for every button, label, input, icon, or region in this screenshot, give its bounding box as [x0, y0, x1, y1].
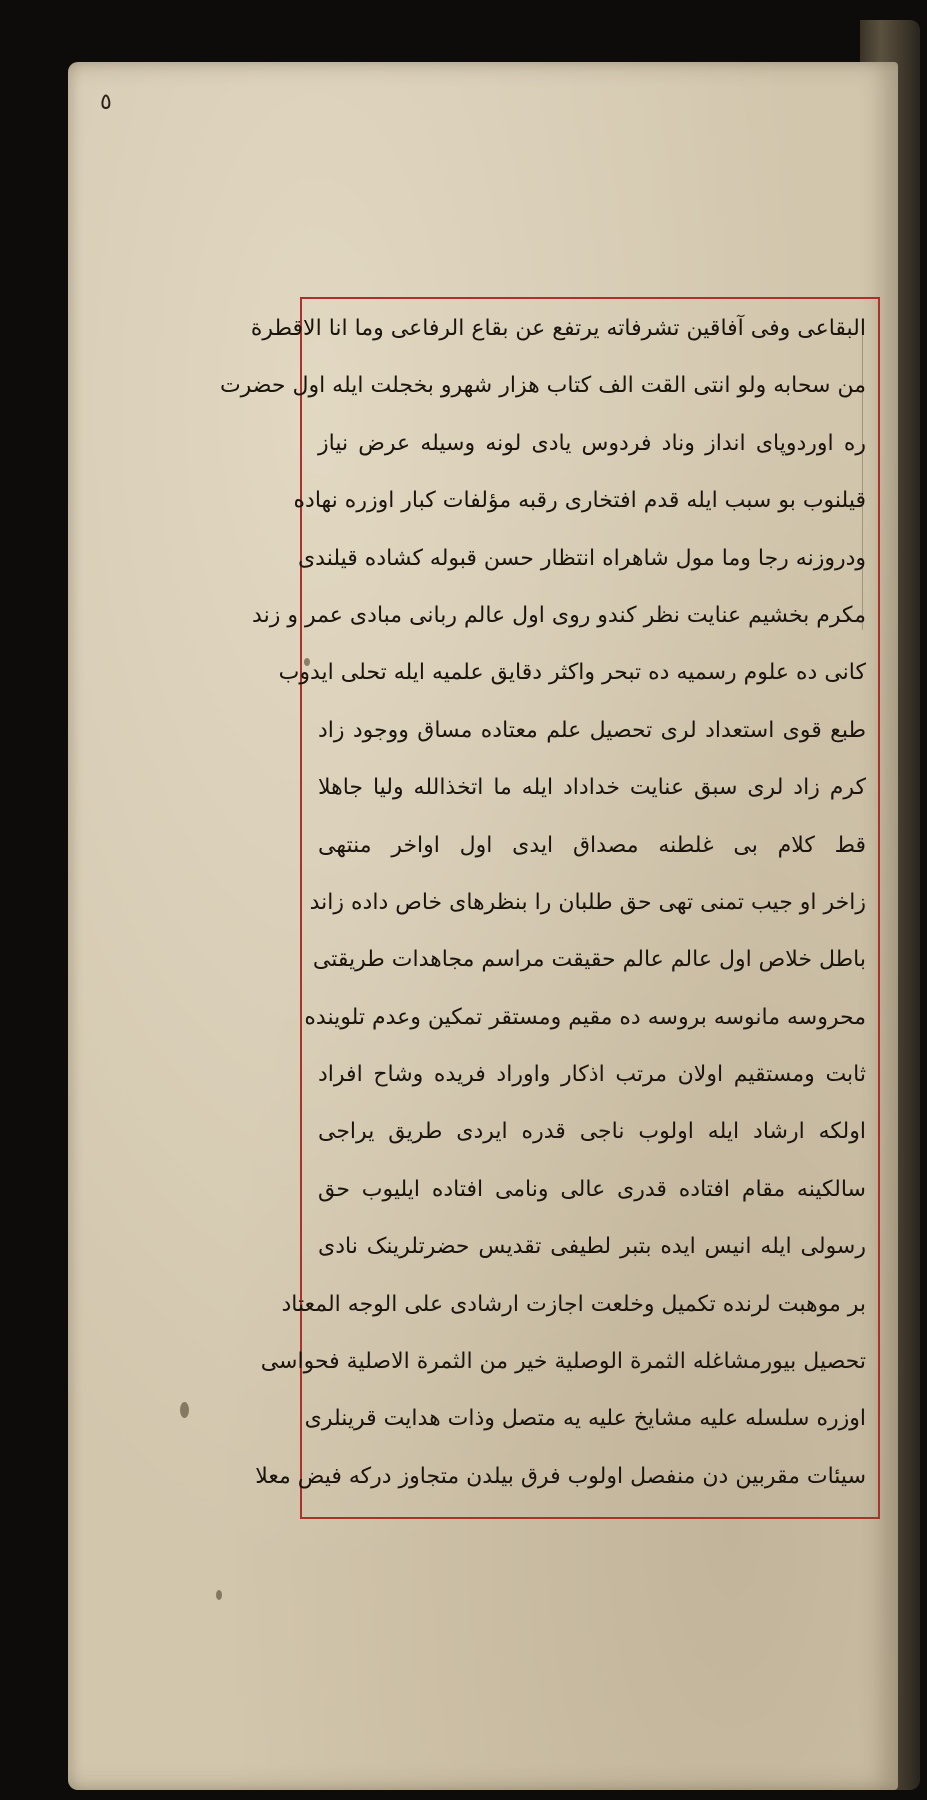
text-line: باطل خلاص اول عالم عالم حقیقت مراسم مجاهدات طریقتی	[312, 947, 866, 973]
text-line: سیئات مقربین دن منفصل اولوب فرق بیلدن متجاوز درکه فیض معلا	[255, 1463, 866, 1489]
text-block	[219, 300, 866, 1520]
text-line: تحصیل بیورمشاغله الثمرة الوصلیة خیر من الثمرة الاصلیة فحواسی	[260, 1349, 866, 1375]
text-line: اولکه ارشاد ایله اولوب ناجی قدره ایردی طریق یراجی	[318, 1119, 866, 1145]
text-line: مکرم بخشیم عنایت نظر کندو روی اول عالم ربانی مبادی عمر و زند	[252, 602, 866, 628]
text-line: ره اوردوپای انداز وناد فردوس یادی لونه وسیله عرض نیاز	[318, 430, 866, 456]
ink-spot	[180, 1402, 189, 1418]
text-line: اوزره سلسله علیه مشایخ علیه یه متصل وذات هدایت قرینلری	[304, 1406, 866, 1432]
text-line: بر موهبت لرنده تکمیل وخلعت اجازت ارشادی علی الوجه المعتاد	[281, 1291, 866, 1317]
text-line: قیلنوب بو سبب ایله قدم افتخاری رقبه مؤلفات کبار اوزره نهاده	[293, 488, 866, 514]
text-line: قط کلام بی غلطنه مصداق ایدی اول اواخر منتهی	[318, 832, 866, 858]
text-line: کانی ده علوم رسمیه ده تبحر واکثر دقایق علمیه ایله تحلی ایدوب	[278, 660, 866, 686]
folio-number: ٥	[100, 90, 112, 115]
ink-spot	[216, 1590, 222, 1600]
text-line: ثابت ومستقیم اولان مرتب اذکار واوراد فریده وشاح افراد	[318, 1062, 866, 1088]
text-line: زاخر او جیب تمنی تهی حق طلبان را بنظرهای خاص داده زاند	[309, 889, 866, 915]
text-line: طبع قوی استعداد لری تحصیل علم معتاده مساق ووجود زاد	[318, 717, 866, 743]
text-line: کرم زاد لری سبق عنایت خداداد ایله ما اتخذالله ولیا جاهلا	[318, 775, 866, 801]
text-line: محروسه مانوسه بروسه ده مقیم ومستقر تمکین وعدم تلوینده	[304, 1004, 866, 1030]
text-line: سالکینه مقام افتاده قدری عالی ونامی افتاده ایلیوب حق	[318, 1176, 866, 1202]
text-line: رسولی ایله انیس ایده بتبر لطیفی تقدیس حضرتلرینک نادی	[318, 1234, 866, 1260]
text-line: ودروزنه رجا وما مول شاهراه انتظار حسن قبوله کشاده قیلندی	[297, 545, 866, 571]
text-line: من سحابه ولو انتی القت الف کتاب هزار شهرو بخجلت ایله اول حضرت	[219, 373, 866, 399]
text-line: البقاعی وفی آفاقین تشرفاته یرتفع عن بقاع الرفاعی وما انا الاقطرة	[250, 316, 866, 341]
